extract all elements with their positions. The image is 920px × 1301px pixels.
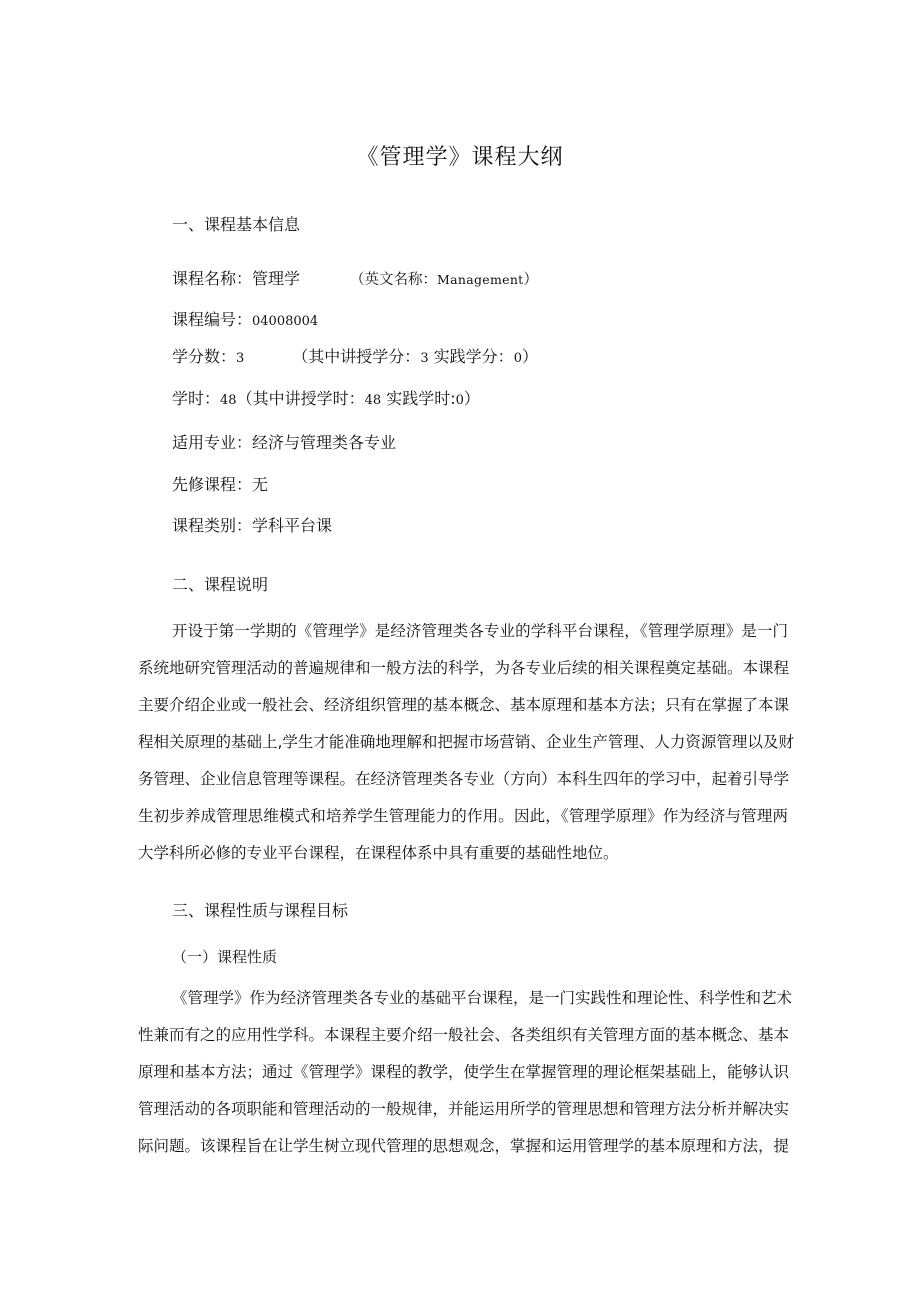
hours-detail-close: ） xyxy=(463,389,480,408)
section3-heading: 三、课程性质与课程目标 xyxy=(172,901,349,920)
paragraph-line: 《管理学》作为经济管理类各专业的基础平台课程，是一门实践性和理论性、科学性和艺术 xyxy=(172,989,793,1007)
paragraph-line: 际问题。该课程旨在让学生树立现代管理的思想观念，掌握和运用管理学的基本原理和方法，提 xyxy=(138,1137,790,1155)
course-description-paragraph xyxy=(138,613,794,872)
paragraph-line: 生初步养成管理思维模式和培养学生管理能力的作用。因此，《管理学原理》作为经济与管理两 xyxy=(138,807,788,825)
credits-detail-open: （其中讲授学分： xyxy=(292,347,421,366)
paragraph-line: 管理活动的各项职能和管理活动的一般规律，并能运用所学的管理思想和管理方法分析并解决实 xyxy=(138,1100,790,1118)
course-name-value: 管理学 xyxy=(252,269,301,288)
section2-heading: 二、课程说明 xyxy=(172,575,269,594)
hours-row xyxy=(172,386,480,409)
hours-label: 学时： xyxy=(172,389,221,408)
credits-detail-close: ） xyxy=(521,347,538,366)
hours-detail-mid: 实践学时: xyxy=(381,389,456,408)
course-code-value: 04008004 xyxy=(252,314,319,329)
hours-practice-value: 0 xyxy=(455,393,464,408)
course-code-row xyxy=(172,307,318,330)
credits-practice-value: 0 xyxy=(513,351,522,366)
credits-detail-mid: 实践学分： xyxy=(428,347,514,366)
hours-detail-open: （其中讲授学时： xyxy=(236,389,365,408)
paragraph-line: 开设于第一学期的《管理学》是经济管理类各专业的学科平台课程，《管理学原理》是一门 xyxy=(172,622,788,640)
category-row: 课程类别：学科平台课 xyxy=(172,516,333,535)
english-name-value: Management xyxy=(437,272,524,287)
credits-label: 学分数： xyxy=(172,347,237,366)
course-name-label: 课程名称： xyxy=(172,269,253,288)
credits-value: 3 xyxy=(236,351,245,366)
paragraph-line: 系统地研究管理活动的普遍规律和一般方法的科学，为各专业后续的相关课程奠定基础。本课程 xyxy=(138,659,790,677)
document-title: 《管理学》课程大纲 xyxy=(356,145,564,170)
prerequisite-row: 先修课程：无 xyxy=(172,475,269,494)
paragraph-line: 性兼而有之的应用性学科。本课程主要介绍一般社会、各类组织有关管理方面的基本概念、基本 xyxy=(138,1026,790,1044)
course-code-label: 课程编号： xyxy=(172,310,253,329)
credits-row xyxy=(172,344,538,367)
paragraph-line: 程相关原理的基础上,学生才能准确地理解和把握市场营销、企业生产管理、人力资源管理以及财 xyxy=(138,733,794,751)
english-name-open: （英文名称： xyxy=(350,272,438,288)
section1-heading: 一、课程基本信息 xyxy=(172,215,301,234)
course-nature-paragraph xyxy=(138,980,793,1165)
course-name-row xyxy=(172,266,538,289)
hours-value: 48 xyxy=(220,393,237,408)
majors-row: 适用专业：经济与管理类各专业 xyxy=(172,433,397,452)
section3-subheading: （一）课程性质 xyxy=(172,948,278,966)
paragraph-line: 主要介绍企业或一般社会、经济组织管理的基本概念、基本原理和基本方法；只有在掌握了本课 xyxy=(138,696,790,714)
credits-lecture-value: 3 xyxy=(420,351,429,366)
english-name-close: ） xyxy=(523,272,539,288)
paragraph-line: 务管理、企业信息管理等课程。在经济管理类各专业（方向）本科生四年的学习中，起着引导学 xyxy=(138,770,790,788)
hours-lecture-value: 48 xyxy=(364,393,382,408)
paragraph-line: 原理和基本方法；通过《管理学》课程的教学，使学生在掌握管理的理论框架基础上，能够认识 xyxy=(138,1063,790,1081)
paragraph-line: 大学科所必修的专业平台课程，在课程体系中具有重要的基础性地位。 xyxy=(138,844,619,862)
